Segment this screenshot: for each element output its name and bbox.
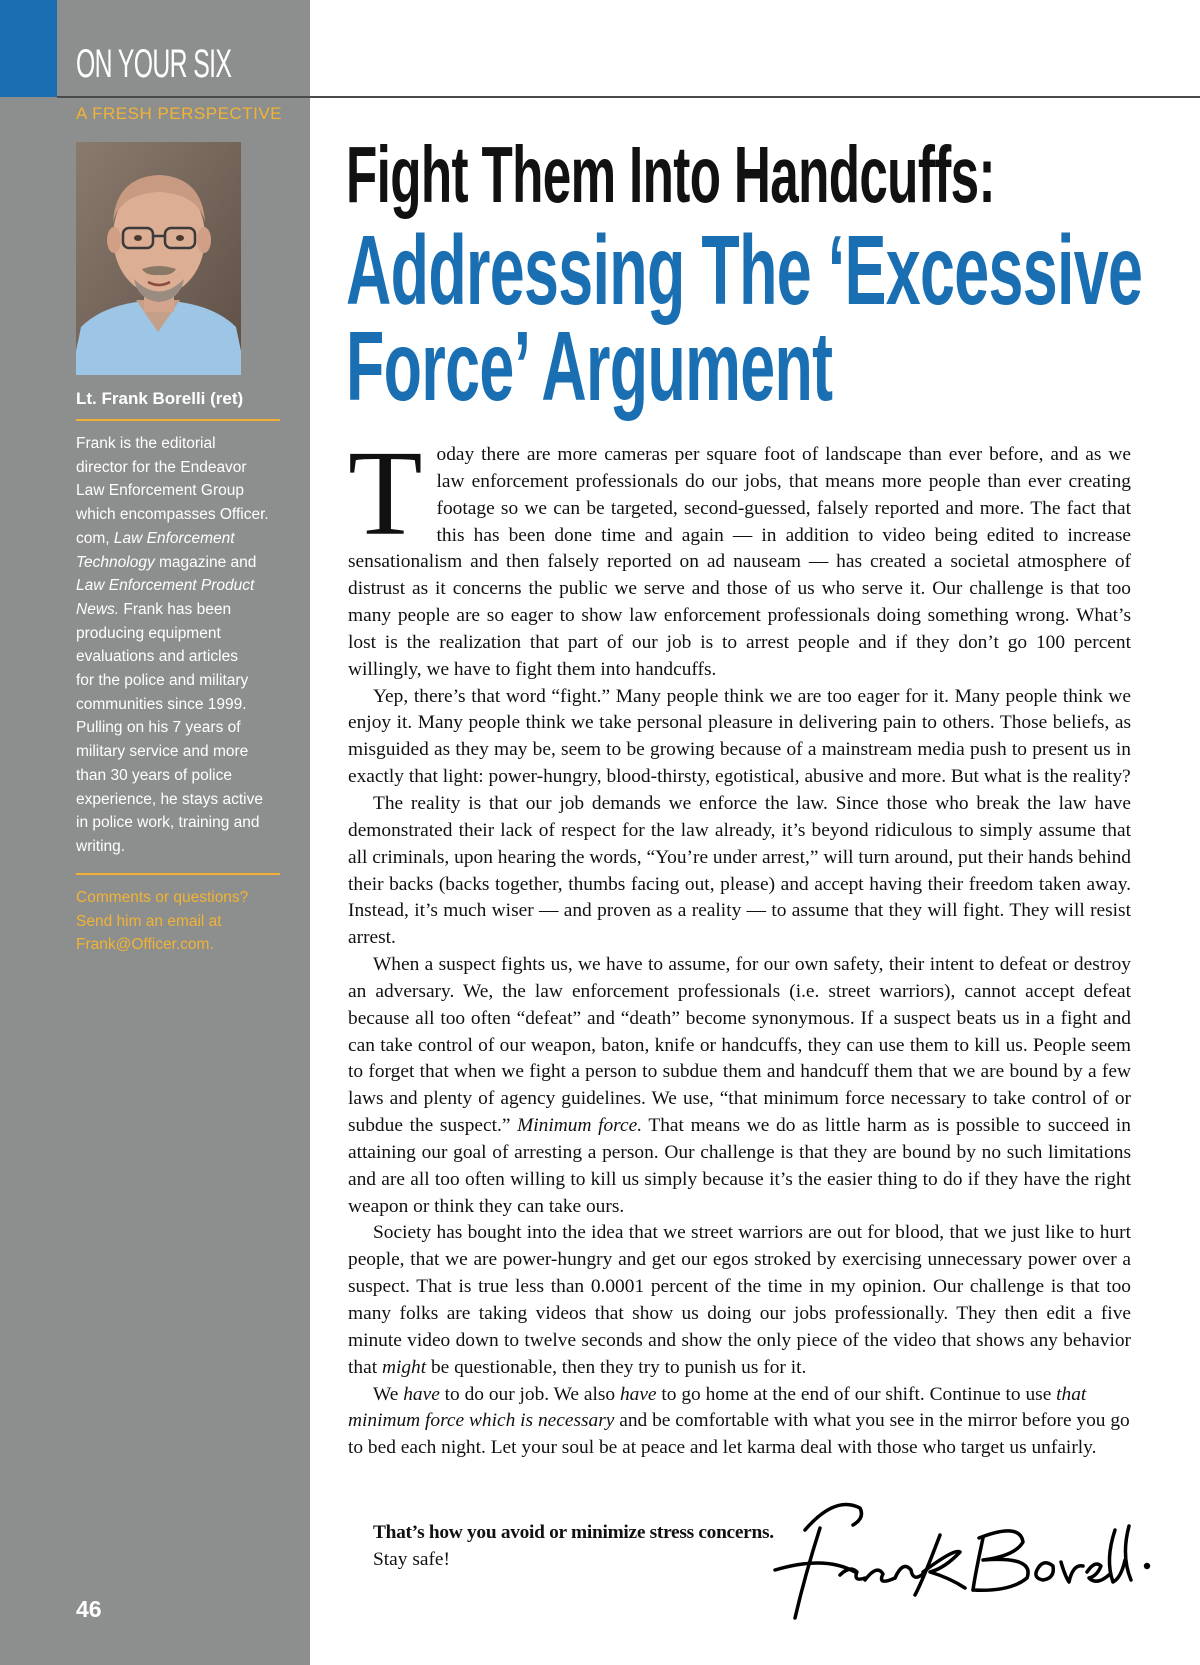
paragraph: The reality is that our job demands we enforce the law. Since those who break the law have demonstrated their lack of respect for the law already, it’s beyond ridiculous to simply assume that all criminals, upon hearing the words, “You’re under arrest,” will turn around, put their hands behind their backs (backs together, thumbs facing out, please) and accept having their freedom taken away. Instead, it’s much wiser — and proven as a reality — to assume that they will fight. They will resist arrest.: [348, 792, 1131, 949]
author-bio: Frank is the editorial director for the Endeavor Law Enforcement Group which encompasses Officer. com, Law Enforcement Technology magazine and Law Enforcement Product News. Frank has been producing equipment evaluations and articles for the police and military communities since 1999. Pulling on his 7 years of military service and more than 30 years of police experience, he stays active in police work, training and writing.: [76, 435, 269, 855]
article-closing: [373, 1520, 774, 1574]
paragraph: Yep, there’s that word “fight.” Many people think we are too eager for it. Many people think we enjoy it. Many people think we take personal pleasure in delivering pain to others. Those beliefs, as misguided as they may be, seem to be growing because of a mainstream media push to present us in exactly that light: power-hungry, blood-thirsty, egotistical, abusive and more. But what is the reality?: [348, 685, 1131, 788]
author-photo: [76, 142, 241, 375]
headline-line-2: Addressing The ‘Excessive: [346, 215, 1143, 325]
paragraph: Society has bought into the idea that we street warriors are out for blood, that we just like to hurt people, that we are power-hungry and get our egos stroked by exercising unnecessary power over a suspect. That is true less than 0.0001 percent of the time in my opinion. Our challenge is that too many folks are taking videos that show us doing our jobs professionally. They then edit a five minute video down to twelve seconds and show the only piece of the video that shows any behavior that might be questionable, then they try to punish us for it.: [348, 1222, 1131, 1378]
section-tab: [0, 0, 57, 97]
author-sidebar: [0, 0, 310, 1665]
article-body: [348, 426, 1131, 1462]
headline-line-1: Fight Them Into Handcuffs:: [346, 130, 995, 219]
paragraph: When a suspect fights us, we have to assume, for our own safety, their intent to defeat or destroy an adversary. We, the law enforcement professionals (i.e. street warriors), cannot accept defeat because all too often “defeat” and “death” become synonymous. If a suspect beats us in a fight and can take control of our weapon, baton, knife or handcuffs, they can use them to kill us. People seem to forget that when we fight a person to subdue them and handcuff them that we are bound by a few laws and plenty of agency guidelines. We use, “that minimum force necessary to take control of or subdue the suspect.” Minimum force. That means we do as little harm as is possible to succeed in attaining our goal of arresting a person. Our challenge is that they are bound by no such limitations and are all too often willing to kill us simply because it’s the easier thing to do if they have the right weapon or think they can take ours.: [348, 954, 1131, 1217]
section-title: ON YOUR SIX: [76, 42, 232, 86]
headline-line-3: Force’ Argument: [346, 311, 833, 421]
author-signature: [765, 1500, 1155, 1620]
closing-line: That’s how you avoid or minimize stress concerns.: [373, 1522, 774, 1543]
author-contact: Comments or questions? Send him an email at Frank@Officer.com.: [76, 889, 249, 954]
divider: [76, 419, 280, 421]
paragraph: We have to do our job. We also have to go home at the end of our shift. Continue to use that minimum force which is necessary and be comfortable with what you see in the mirror before you go to bed each night. Let your soul be at peace and let karma deal with those who target us unfairly.: [348, 1383, 1130, 1459]
author-portrait-image: [76, 142, 241, 375]
sign-off: Stay safe!: [373, 1548, 450, 1570]
drop-cap: T: [348, 426, 423, 561]
paragraph: Today there are more cameras per square foot of landscape than ever before, and as we law enforcement professionals do our jobs, that means more people than ever creating footage so we can be targeted, second-guessed, falsely reported and more. The fact that this has been done time and again — in addition to video being edited to increase sensationalism and then falsely reported on ad nauseam — has created a societal atmosphere of distrust as it concerns the public we serve and those of us who serve it. Our challenge is that too many people are so eager to show law enforcement professionals doing something wrong. What’s lost is the realization that part of our job is to arrest people and if they don’t go 100 percent willingly, we have to fight them into handcuffs.: [348, 426, 1131, 680]
page-number: 46: [76, 1596, 102, 1622]
divider: [76, 873, 280, 875]
article-headline: [346, 128, 1200, 421]
author-name: Lt. Frank Borelli (ret): [76, 389, 244, 408]
section-subtitle: A FRESH PERSPECTIVE: [76, 104, 282, 123]
header-rule: [57, 96, 1200, 98]
